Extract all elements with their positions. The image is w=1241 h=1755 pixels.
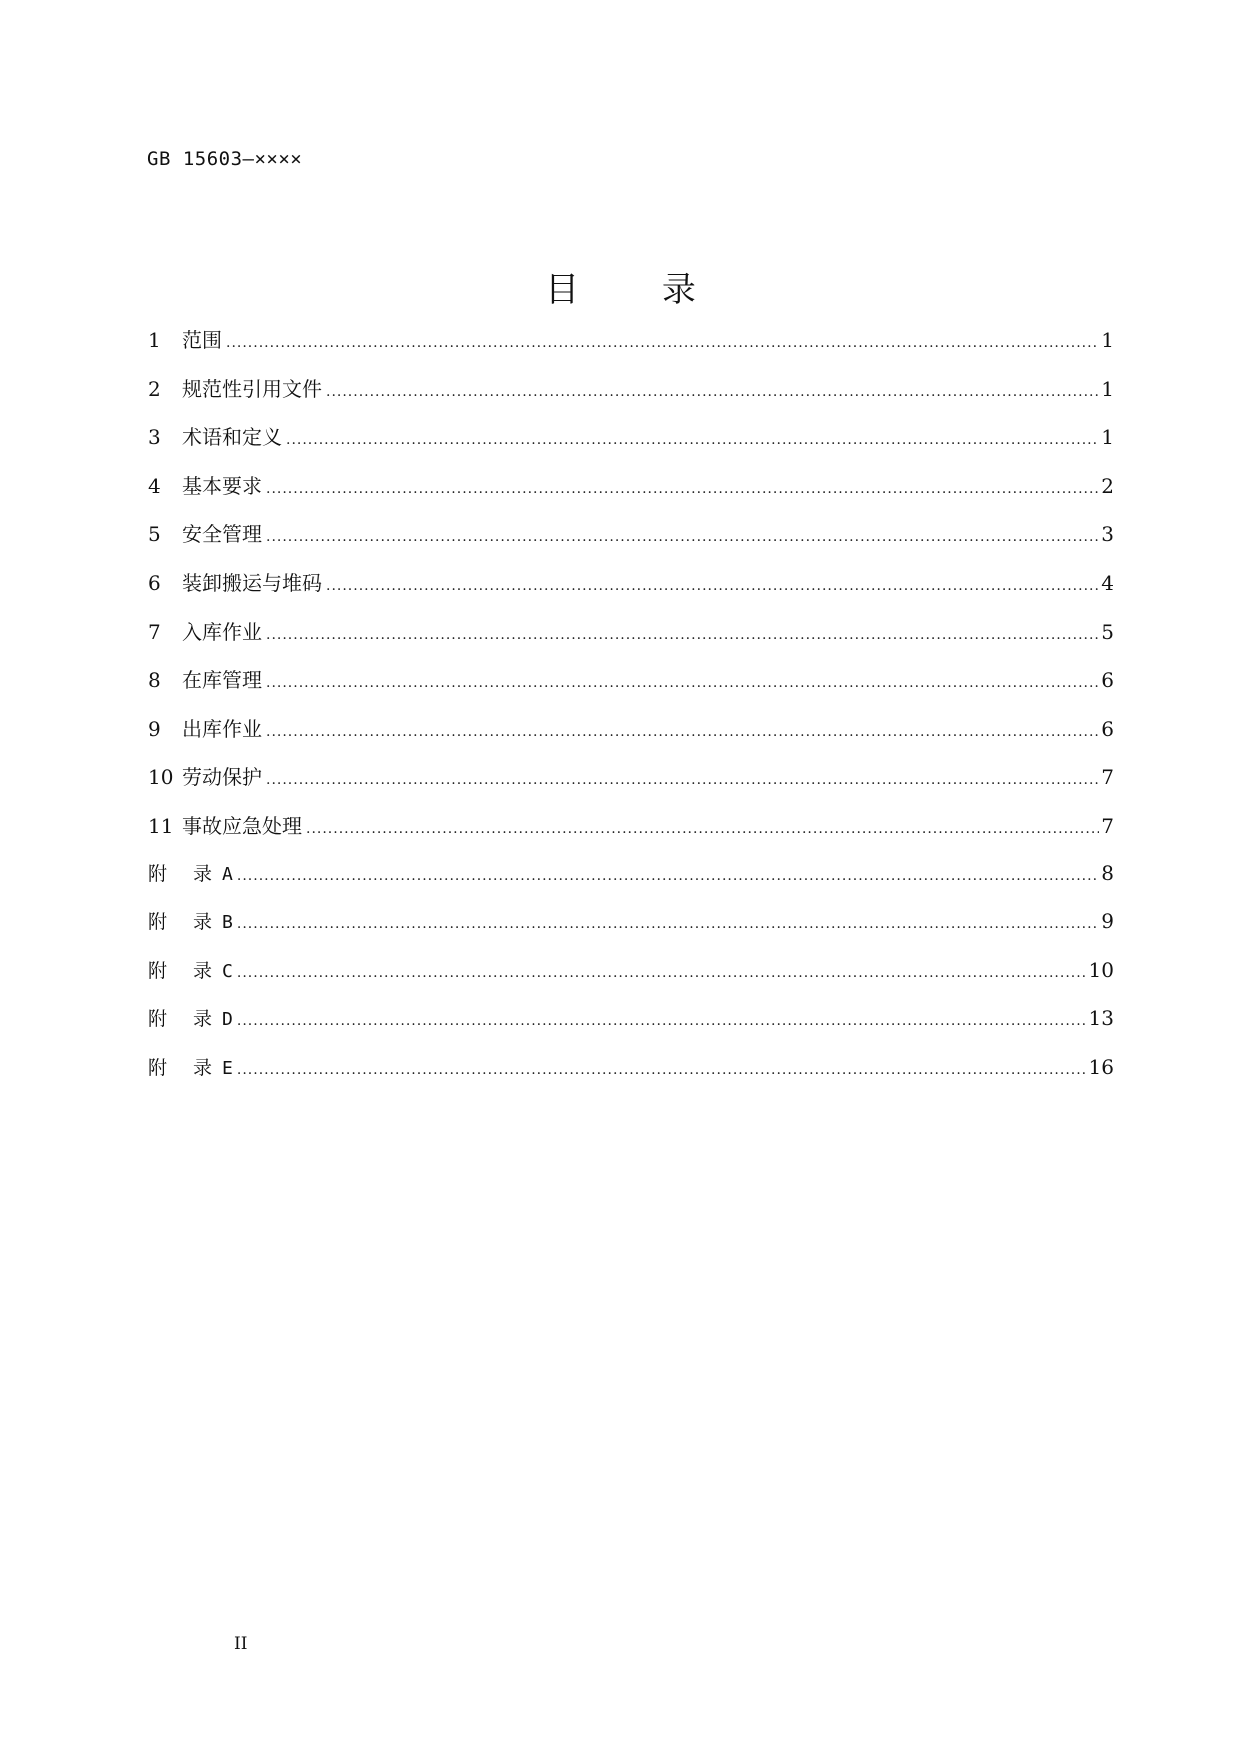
toc-dot-leader [326, 578, 1099, 594]
toc-dot-leader [306, 821, 1099, 837]
toc-entry-appendix-b[interactable] [148, 907, 1114, 956]
toc-entry-handling-stacking[interactable] [148, 567, 1114, 616]
toc-entry-number: 9 [148, 716, 161, 741]
toc-entry-number: 11 [148, 813, 174, 838]
toc-entry-appendix-d[interactable] [148, 1004, 1114, 1053]
toc-entry-number: 8 [148, 668, 161, 693]
toc-entry-label: 基本要求 [182, 473, 262, 498]
toc-appendix-letter: A [222, 863, 233, 885]
toc-entry-page: 7 [1101, 813, 1114, 838]
page-number: II [234, 1634, 248, 1654]
toc-entry-number: 1 [148, 328, 161, 352]
toc-entry-number: 2 [148, 376, 161, 401]
toc-appendix-label: 附 录 [148, 1008, 223, 1031]
toc-entry-number: 4 [148, 473, 161, 498]
toc-entry-label: 术语和定义 [182, 425, 282, 450]
toc-entry-label: 入库作业 [182, 619, 262, 644]
toc-dot-leader [266, 481, 1099, 497]
toc-entry-label: 在库管理 [182, 668, 262, 693]
toc-entry-page: 5 [1101, 619, 1114, 644]
toc-entry-page: 3 [1101, 522, 1114, 547]
toc-entry-page: 6 [1101, 716, 1114, 741]
toc-appendix-label: 附 录 [148, 862, 223, 885]
toc-entry-appendix-a[interactable] [148, 859, 1114, 908]
toc-entry-page: 7 [1101, 765, 1114, 790]
toc-entry-page: 1 [1101, 376, 1114, 401]
toc-entry-label: 规范性引用文件 [182, 376, 322, 401]
toc-entry-safety-management[interactable] [148, 518, 1114, 567]
toc-dot-leader [237, 1013, 1087, 1029]
toc-entry-page: 6 [1101, 668, 1114, 693]
toc-appendix-label: 附 录 [148, 959, 223, 982]
toc-dot-leader [286, 432, 1099, 448]
toc-dot-leader [226, 335, 1099, 351]
toc-entry-appendix-e[interactable] [148, 1053, 1114, 1102]
toc-entry-number: 6 [148, 570, 161, 595]
toc-appendix-letter: B [222, 912, 233, 934]
toc-title: 目 录 [545, 270, 732, 310]
toc-entry-page: 16 [1088, 1054, 1114, 1079]
toc-dot-leader [237, 965, 1087, 981]
toc-entry-emergency-handling[interactable] [148, 810, 1114, 859]
toc-entry-outbound-operation[interactable] [148, 713, 1114, 762]
toc-dot-leader [237, 868, 1099, 884]
toc-appendix-label: 附 录 [148, 911, 223, 934]
toc-entry-page: 1 [1101, 328, 1114, 352]
toc-entry-number: 10 [148, 765, 174, 790]
standard-code: GB 15603—×××× [147, 148, 303, 170]
toc-entry-label: 事故应急处理 [182, 813, 302, 838]
toc-entry-number: 7 [148, 619, 161, 644]
toc-entry-label: 范围 [182, 328, 222, 352]
toc-entry-page: 13 [1088, 1006, 1114, 1031]
toc-entry-scope[interactable] [148, 324, 1114, 373]
toc-entry-labor-protection[interactable] [148, 761, 1114, 810]
toc-entry-terms-definitions[interactable] [148, 421, 1114, 470]
toc-entry-label: 劳动保护 [182, 765, 262, 790]
toc-appendix-letter: D [222, 1009, 233, 1031]
toc-entry-basic-requirements[interactable] [148, 470, 1114, 519]
toc-dot-leader [237, 1062, 1087, 1078]
table-of-contents [148, 324, 1114, 1102]
toc-entry-inbound-operation[interactable] [148, 616, 1114, 665]
toc-appendix-letter: C [222, 960, 233, 982]
toc-entry-page: 4 [1101, 570, 1114, 595]
toc-entry-label: 装卸搬运与堆码 [182, 570, 322, 595]
toc-entry-page: 8 [1101, 860, 1114, 885]
toc-dot-leader [266, 529, 1099, 545]
toc-dot-leader [266, 724, 1099, 740]
toc-entry-storage-management[interactable] [148, 664, 1114, 713]
toc-entry-label: 安全管理 [182, 522, 262, 547]
toc-dot-leader [326, 384, 1099, 400]
toc-entry-appendix-c[interactable] [148, 956, 1114, 1005]
toc-dot-leader [237, 916, 1099, 932]
toc-entry-page: 10 [1088, 957, 1114, 982]
toc-appendix-letter: E [222, 1057, 233, 1079]
toc-entry-number: 3 [148, 425, 161, 450]
toc-entry-number: 5 [148, 522, 161, 547]
toc-entry-page: 9 [1101, 909, 1114, 934]
toc-appendix-label: 附 录 [148, 1056, 223, 1079]
toc-entry-page: 1 [1101, 425, 1114, 450]
toc-entry-label: 出库作业 [182, 716, 262, 741]
toc-dot-leader [266, 675, 1099, 691]
toc-dot-leader [266, 772, 1099, 788]
toc-entry-normative-references[interactable] [148, 373, 1114, 422]
toc-entry-page: 2 [1101, 473, 1114, 498]
toc-dot-leader [266, 627, 1099, 643]
